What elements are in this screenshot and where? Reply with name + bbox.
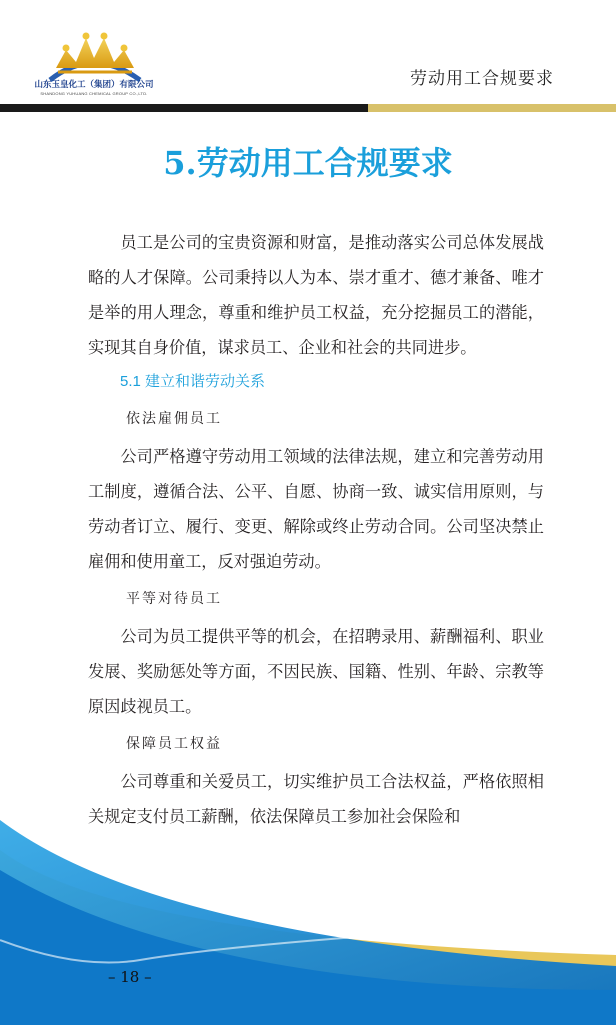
- company-english-name: SHANDONG YUHUANG CHEMICAL GROUP CO.,LTD.: [40, 91, 148, 96]
- page-number: – 18 –: [108, 968, 152, 986]
- section-heading: 5.1 建立和谐劳动关系: [120, 373, 266, 390]
- body-content: [88, 225, 544, 869]
- intro-paragraph: 员工是公司的宝贵资源和财富，是推动落实公司总体发展战略的人才保障。公司秉持以人为本、崇才重才、德才兼备、唯才是举的用人理念，尊重和维护员工权益，充分挖掘员工的潜能，实现其自身价值，谋求员工、企业和社会的共同进步。: [88, 233, 544, 357]
- paragraph-lawful-employment: 公司严格遵守劳动用工领域的法律法规，建立和完善劳动用工制度，遵循合法、公平、自愿、协商一致、诚实信用原则，与劳动者订立、履行、变更、解除或终止劳动合同。公司坚决禁止雇佣和使用童工，反对强迫劳动。: [88, 447, 544, 571]
- page-title: 5.劳动用工合规要求: [163, 144, 453, 182]
- paragraph-employee-rights: 公司尊重和关爱员工，切实维护员工合法权益，严格依照相关规定支付员工薪酬，依法保障员工参加社会保险和: [88, 772, 544, 826]
- paragraph-equal-treatment: 公司为员工提供平等的机会，在招聘录用、薪酬福利、职业发展、奖励惩处等方面，不因民族、国籍、性别、年龄、宗教等原因歧视员工。: [88, 627, 544, 716]
- header-section-title: 劳动用工合规要求: [410, 69, 554, 89]
- company-name: 山东玉皇化工（集团）有限公司: [34, 80, 154, 90]
- subheading-equal-treatment: 平等对待员工: [126, 591, 222, 607]
- footer-wave-decoration: [0, 790, 616, 1025]
- header-divider-bar: [0, 104, 616, 112]
- subheading-employee-rights: 保障员工权益: [126, 736, 222, 752]
- subheading-lawful-employment: 依法雇佣员工: [126, 411, 222, 427]
